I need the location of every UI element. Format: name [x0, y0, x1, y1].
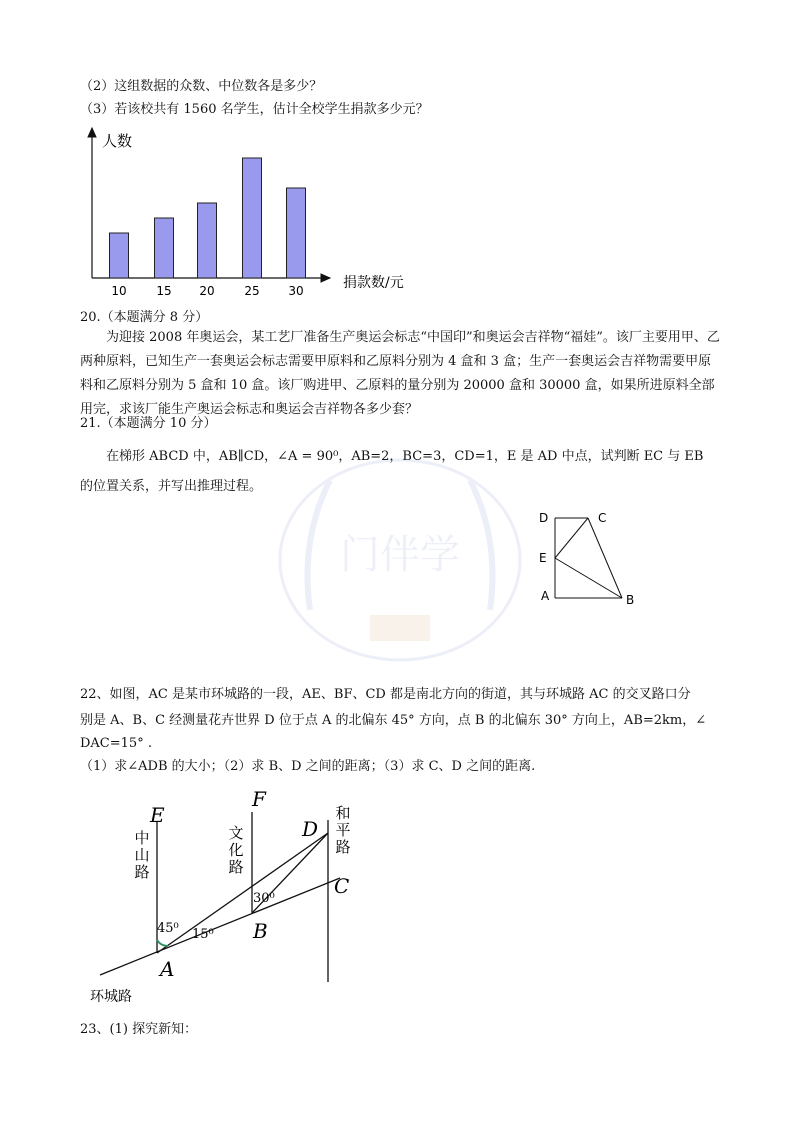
fig-label-B: B: [253, 919, 268, 943]
angle-15: 15⁰: [192, 927, 214, 942]
road2-label-char: 路: [228, 858, 244, 876]
q19-sub3: （3）若该校共有 1560 名学生，估计全校学生捐款多少元？: [80, 102, 429, 117]
ring-road-label: 环城路: [90, 989, 132, 1005]
q22-line3: DAC=15° .: [80, 736, 152, 751]
angle-45: 45⁰: [157, 921, 179, 936]
label-A: A: [541, 589, 550, 603]
road1-label-char: 路: [134, 863, 150, 881]
q22-heading: 22、如图，AC 是某市环城路的一段，AE、BF、CD 都是南北方向的街道，其与环城路 AC 的交叉路口分: [80, 687, 691, 702]
q20-heading: 20.（本题满分 8 分）: [80, 310, 209, 325]
label-E: E: [539, 551, 547, 565]
label-B: B: [626, 593, 635, 607]
tick-label-10: 10: [111, 284, 127, 298]
tick-label-20: 20: [199, 284, 215, 298]
q22-line2: 别是 A、B、C 经测量花卉世界 D 位于点 A 的北偏东 45° 方向，点 B 的北偏东 30° 方向上，AB=2km，∠: [80, 713, 707, 728]
label-C: C: [598, 511, 607, 525]
fig-label-F: F: [252, 787, 266, 811]
label-D: D: [539, 511, 549, 525]
q19-sub2: （2）这组数据的众数、中位数各是多少？: [80, 79, 323, 94]
q23-heading: 23、(1) 探究新知：: [80, 1022, 198, 1037]
watermark-text: 门伴学: [340, 532, 460, 578]
angle-30: 30⁰: [253, 891, 275, 906]
road1-label-char: 中: [134, 829, 150, 847]
road1-label-char: 山: [134, 846, 150, 864]
x-axis-label: 捐款数/元: [343, 275, 404, 291]
q20-body: 为迎接 2008 年奥运会，某工艺厂准备生产奥运会标志“中国印”和奥运会吉祥物“福娃”。该厂主要用甲、乙两种原料，已知生产一套奥运会标志需要甲原料和乙原料分别为 4 盒和 3 盒；生产一套奥运会吉祥物需要甲原料和乙原料分别为 5 盒和 10 盒。该厂购进甲、乙原料的量分别为 20000 盒和 30000 盒，如果所进原料全部用完，求该厂能生产奥运会标志和奥运会吉祥物各多少套？: [80, 330, 720, 417]
road2-label-char: 文: [228, 824, 244, 842]
q21-heading: 21.（本题满分 10 分）: [80, 416, 217, 431]
fig-label-E: E: [150, 803, 165, 827]
fig-label-A: A: [160, 957, 175, 981]
road2-label-char: 化: [228, 841, 244, 859]
road3-label-char: 平: [335, 821, 351, 839]
q22-line4: （1）求∠ADB 的大小；（2）求 B、D 之间的距离；（3）求 C、D 之间的距离.: [80, 759, 536, 774]
tick-label-25: 25: [244, 284, 260, 298]
fig-label-D: D: [302, 817, 319, 841]
road3-label-char: 路: [335, 838, 351, 856]
road3-label-char: 和: [335, 804, 351, 822]
q21-body: 在梯形 ABCD 中，AB∥CD，∠A = 90⁰，AB=2，BC=3，CD=1，E 是 AD 中点，试判断 EC 与 EB 的位置关系，并写出推理过程。: [80, 449, 704, 494]
tick-label-30: 30: [288, 284, 304, 298]
y-axis-label: 人数: [102, 132, 133, 150]
tick-label-15: 15: [156, 284, 172, 298]
fig-label-C: C: [334, 874, 350, 898]
